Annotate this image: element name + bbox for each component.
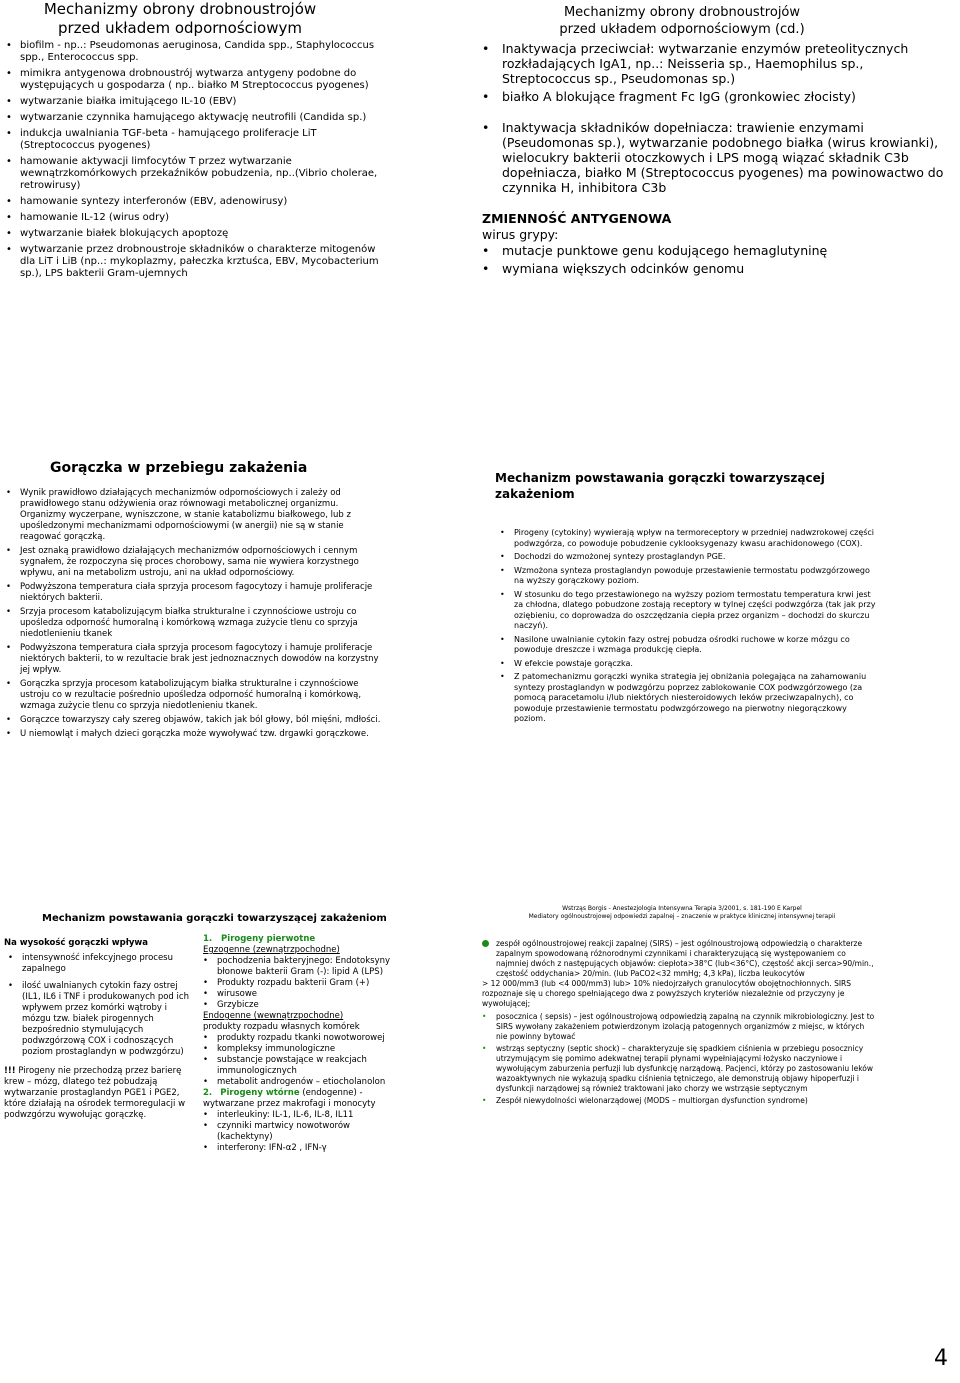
list-item: • interferony: IFN-α2 , IFN-γ <box>203 1143 327 1153</box>
slide-defense-mechanisms <box>0 0 400 280</box>
list-item: • mutacje punktowe genu kodującego hemaglutyninę <box>482 243 828 258</box>
list-item: • wytwarzanie czynnika hamującego aktywację neutrofili (Candida sp.) <box>6 112 367 123</box>
list-item: • Jest oznaką prawidłowo działających mechanizmów odpornościowych i cennym sygnałem, że rozpoczyna się proces chorobowy, sama nie wywiera korzystnego wpływu, ani na metabolizm ustroju, ani na układ odpornościowy. <box>6 546 359 578</box>
slide-title: Mechanizmy obrony drobnoustrojów przed układem odpornościowym <box>43 0 317 37</box>
note-mark: !!! <box>4 1066 16 1076</box>
list-item: • Z patomechanizmu gorączki wynika strategia jej obniżania polegająca na zahamowaniu syntezy prostaglandyn w podwzgórzu poprzez zablokowanie COX podwzgórzowego (za pomocą paracetamolu i/lub niektórych niesteroidowych leków przeciwzapalnych), co powoduje przestawienie termostatu podwzgórzowego na pierwotny niegorączkowy poziom. <box>500 672 867 723</box>
bullet-list <box>203 956 393 1011</box>
list-item: • wytwarzanie przez drobnoustroje składników o charakterze mitogenów dla LiT i LiB (np..: mykoplazmy, pałeczka krztuśca, EBV, Mycobacterium sp.), LPS bakterii Gram-ujemnych <box>6 244 379 279</box>
list-item: • hamowanie aktywacji limfocytów T przez wytwarzanie wewnątrzkomórkowych przekaźników pobudzenia, np..(Vibrio cholerae, retrowirusy) <box>6 156 378 191</box>
note: !!! Pirogeny nie przechodzą przez barierę krew – mózg, dlatego też pobudzają wytwarzanie prostaglandyn PGE1 i PGE2, które działają na ośrodek termoregulacji w podwzgórzu wywołując gorączkę. <box>4 1066 186 1120</box>
slide-title: Mechanizm powstawania gorączki towarzyszącej zakażeniom <box>42 913 387 924</box>
primary-pyrogens-heading: 1. Pirogeny pierwotne <box>203 934 316 944</box>
list-item: • substancje powstające w reakcjach immunologicznych <box>203 1055 367 1076</box>
endogenous-subheading: Endogenne (wewnątrzpochodne) <box>203 1011 344 1021</box>
slide-title: Mechanizmy obrony drobnoustrojów przed układem odpornościowym (cd.) <box>559 5 805 37</box>
list-item: • Inaktywacja przeciwciał: wytwarzanie enzymów preteolitycznych rozkładających IgA1, np..: Neisseria sp., Haemophilus sp., Streptococcus sp., Pseudomonas sp.) <box>482 41 909 86</box>
list-item: • Podwyższona temperatura ciała sprzyja procesom fagocytozy i hamuje proliferacje niektórych bakterii, to w rezultacie brak jest jednoznacznych dowodów na korzystny jej wpływ. <box>6 643 379 675</box>
list-item: • W efekcie powstaje gorączka. <box>500 658 633 668</box>
sirs-icon <box>482 940 489 947</box>
list-item: • Zespół niewydolności wielonarządowej (MODS – multiorgan dysfunction syndrome) <box>482 1096 808 1105</box>
section-subtitle: wirus grypy: <box>482 227 559 242</box>
list-item: • Grzybicze <box>203 1000 259 1010</box>
list-item: • indukcja uwalniania TGF-beta - hamującego proliferacje LiT (Streptococcus pyogenes) <box>6 128 317 151</box>
list-item: • Srzyja procesom katabolizującym białka strukturalne i czynnościowe ustroju co upośledza odporność humoralną i komórkową wzmaga zużycie tlenu co sprzyja niedotlenieniu tkanek <box>6 607 358 639</box>
section-title: ZMIENNOŚĆ ANTYGENOWA <box>482 211 672 226</box>
list-item: • wymiana większych odcinków genomu <box>482 261 745 276</box>
slide-defense-mechanisms-cont <box>482 4 952 294</box>
bullet-list <box>203 1110 393 1154</box>
right-column <box>203 934 393 1154</box>
list-item: • Pirogeny (cytokiny) wywierają wpływ na termoreceptory w przedniej nadwzrokowej części podwzgórza, co powoduje pobudzenie cyklooksygenazy kwasu arachidonowego (COX). <box>500 528 875 548</box>
slide-sirs-definitions <box>482 905 882 1145</box>
list-item: • Nasilone uwalnianie cytokin fazy ostrej pobudza ośrodki ruchowe w korze mózgu co powoduje dreszcze i wzmaga produkcję ciepła. <box>500 634 850 654</box>
bullet-list <box>482 41 947 195</box>
list-item: • Gorączka sprzyja procesom katabolizującym białka strukturalne i czynnościowe ustroju co w rezultacie pośrednio upośledza odporność humoralną i komórkową, wzmaga zużycie tlenu co sprzyja niedotlenieniu tkanek. <box>6 679 362 711</box>
list-item: • interleukiny: IL-1, IL-6, IL-8, IL11 <box>203 1110 354 1120</box>
secondary-pyrogens-heading: 2. Pirogeny wtórne (endogenne) - wytwarzane przez makrofagi i monocyty <box>203 1088 376 1109</box>
list-item: • białko A blokujące fragment Fc IgG (gronkowiec złocisty) <box>482 89 856 104</box>
list-item: • metabolit androgenów – etiocholanolon <box>203 1077 386 1087</box>
list-item: • Wzmożona synteza prostaglandyn powoduje przestawienie termostatu podwzgórzowego na wyższy gorączkowy poziom. <box>500 565 870 585</box>
list-item: • wytwarzanie białka imitującego IL-10 (EBV) <box>6 96 237 107</box>
list-item: • Gorączce towarzyszy cały szereg objawów, takich jak ból głowy, ból mięśni, mdłości. <box>6 715 381 725</box>
list-item: • wstrząs septyczny (septic shock) – charakteryzuje się spadkiem ciśnienia w przebiegu posocznicy utrzymującym się pomimo adekwatnej terapii płynami wypełniającymi łożysko naczyniowe i wywołującym zaburzenia perfuzji lub dysfunkcję narządową. Pacjenci, którzy po zastosowaniu leków wazoaktywnych nie wykazują spadku ciśnienia tętniczego, ale demonstrują objawy hipoperfuzji i dysfunkcji narządowej są również traktowani jako chorzy we wstrząsie septycznym <box>482 1044 873 1093</box>
slide-title: Gorączka w przebiegu zakażenia <box>50 460 308 476</box>
bullet-list <box>482 243 947 276</box>
list-item: • Produkty rozpadu bakterii Gram (+) <box>203 978 370 988</box>
slide-fever-mechanism <box>490 470 885 740</box>
list-item: • Podwyższona temperatura ciała sprzyja procesom fagocytozy i hamuje proliferacje niektórych bakterii. <box>6 582 373 603</box>
list-item: • intensywność infekcyjnego procesu zapalnego <box>8 953 173 974</box>
bullet-list <box>482 939 877 1106</box>
list-item: • hamowanie IL-12 (wirus odry) <box>6 212 170 223</box>
list-item: • Inaktywacja składników dopełniacza: trawienie enzymami (Pseudomonas sp.), wytwarzanie podobnego białka (wirus krowianki), wielocukry bakterii otoczkowych i LPS mogą wiązać składnik C3b dopełniacza, białko M (Streptococcus pyogenes) ma powinowactwo do czynnika H, inhibitora C3b <box>482 120 944 195</box>
list-item: • produkty rozpadu tkanki nowotworowej <box>203 1033 385 1043</box>
bullet-list <box>500 528 880 725</box>
slide-fever-mechanism-pyrogens <box>0 912 400 1212</box>
list-item: • posocznica ( sepsis) – jest ogólnoustrojową odpowiedzią zapalną na czynnik mikrobiologiczny. Jest to SIRS wywołany zakażeniem potwierdzonym izolacją patogennych organizmów z miejsc, w których nie powinny bytować <box>482 1012 875 1041</box>
list-item: • W stosunku do tego przestawionego na wyższy poziom termostatu temperatura krwi jest za chłodna, dlatego pobudzone zostają receptory w tylnej części podwzgórza (tak jak przy oziębieniu, co doprowadza do oszczędzania ciepła przez organizm – dochodzi do skurczu naczyń). <box>500 589 876 630</box>
list-item: • wytwarzanie białek blokujących apoptozę <box>6 228 229 239</box>
list-item: • Dochodzi do wzmożonej syntezy prostaglandyn PGE. <box>500 552 726 561</box>
bullet-list <box>6 40 391 280</box>
slide-fever <box>0 458 400 758</box>
source-citation: Wstrząs Borgis - Anestezjologia Intensywna Terapia 3/2001, s. 181-190 E Karpel Mediatory ogólnoustrojowej odpowiedzi zapalnej – znaczenie w praktyce klinicznej intensywnej terapii <box>528 905 836 920</box>
list-item: > 12 000/mm3 (lub <4 000/mm3) lub> 10% niedojrzałych granulocytów obojętnochłonnych. SIRS rozpoznaje się u chorego spełniającego dwa z powyższych kryteriów niezależnie od przyczyny je wywołującej; <box>482 979 852 1008</box>
bullet-list <box>203 1033 393 1088</box>
slide-title: Mechanizm powstawania gorączki towarzyszącej zakażeniom <box>495 471 825 501</box>
list-item: • czynniki martwicy nowotworów (kachektyny) <box>203 1121 351 1142</box>
list-item: • kompleksy immunologiczne <box>203 1044 336 1054</box>
bullet-list <box>6 488 386 740</box>
left-column <box>4 938 194 1121</box>
list-item: • Wynik prawidłowo działających mechanizmów odpornościowych i zależy od prawidłowego stanu odżywienia oraz równowagi metabolicznej organizmu. Organizmy wyczerpane, wyniszczone, w stanie katabolizmu białkowego, lub z upośledzonymi mechanizmami odpornościowymi (w anergii) nie są w stanie reagować gorączką. <box>6 488 351 542</box>
endogenous-text: produkty rozpadu własnych komórek <box>203 1022 360 1032</box>
list-item: • wirusowe <box>203 989 258 999</box>
exogenous-subheading: Egzogenne (zewnątrzpochodne) <box>203 945 340 955</box>
list-item: • ilość uwalnianych cytokin fazy ostrej (IL1, IL6 i TNF i produkowanych pod ich wpływem przez komórki wątroby i mózgu tzw. białek pirogennych bezpośrednio stymulujących podwzgórzową COX i codnoszących poziom prostaglandyn w podwzgórzu) <box>8 981 189 1057</box>
list-item: • mimikra antygenowa drobnoustrój wytwarza antygeny podobne do występujących u gospodarza ( np.. białko M Streptococcus pyogenes) <box>6 68 369 91</box>
left-column-title: Na wysokość gorączki wpływa <box>4 938 149 948</box>
list-item: zespół ogólnoustrojowej reakcji zapalnej (SIRS) – jest ogólnoustrojową odpowiedzią o charakterze zapalnym spowodowaną różnorodnymi czynnikami i charakteryzującą się występowaniem co najmniej dwóch z następujących objawów: ciepłota>38°C (lub<36°C), częstość akcji serca>90/min., częstość oddychania> 20/min. (lub PaCO2<32 mmHg; 4,3 kPa), liczba leukocytów <box>482 939 877 979</box>
list-item: • biofilm - np..: Pseudomonas aeruginosa, Candida spp., Staphylococcus spp., Enterococcus spp. <box>6 40 375 63</box>
list-item: • U niemowląt i małych dzieci gorączka może wywoływać tzw. drgawki gorączkowe. <box>6 729 369 739</box>
list-item: • pochodzenia bakteryjnego: Endotoksyny błonowe bakterii Gram (-): lipid A (LPS) <box>203 956 391 977</box>
page-number: 4 <box>934 1346 948 1371</box>
list-item: • hamowanie syntezy interferonów (EBV, adenowirusy) <box>6 196 288 207</box>
bullet-list <box>8 953 194 1058</box>
